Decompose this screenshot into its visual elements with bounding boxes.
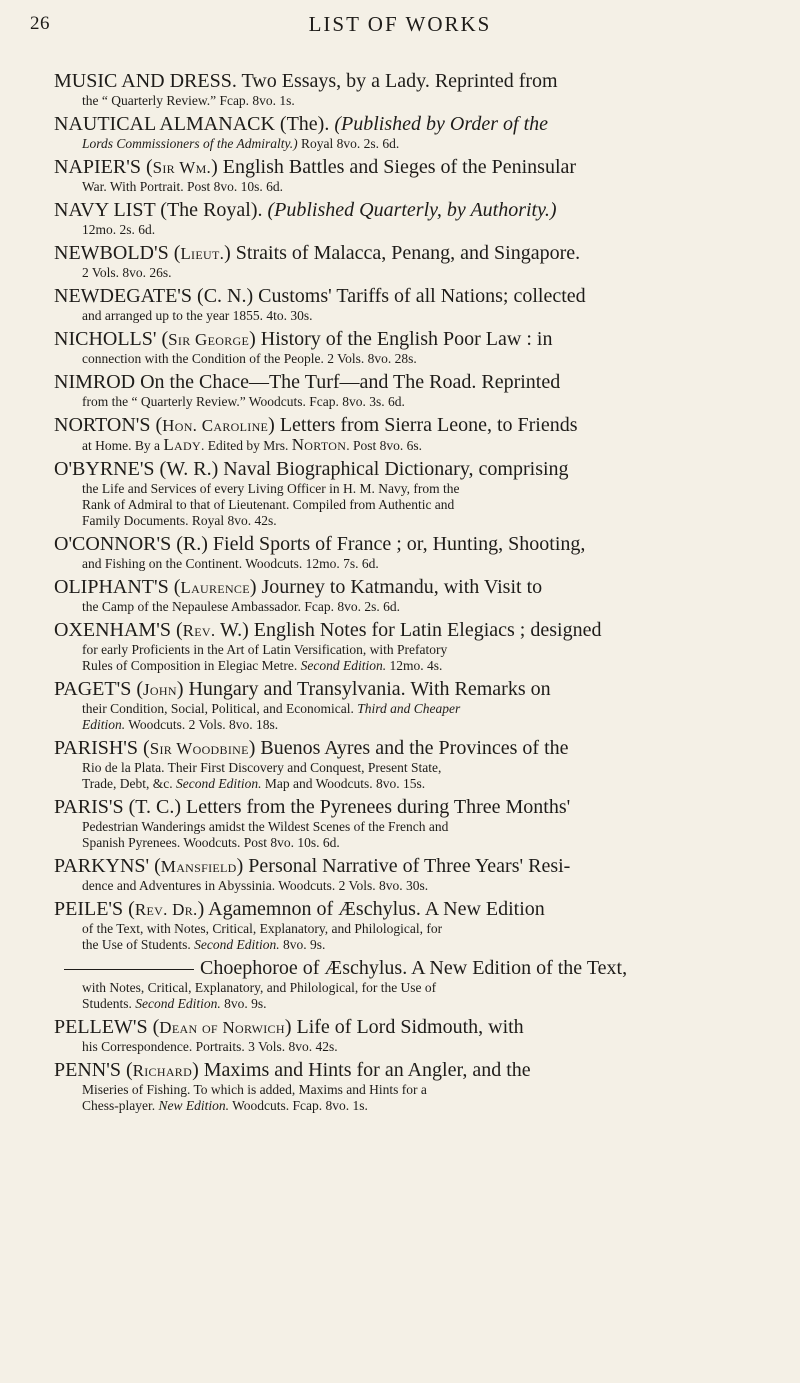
entry-details-text: Spanish Pyrenees. Woodcuts. Post 8vo. 10s. 6d. — [82, 835, 340, 850]
entry-title — [54, 898, 784, 921]
entry-details-text: Second Edition. — [194, 937, 280, 952]
entry-details-text: Map and Woodcuts. 8vo. 15s. — [261, 776, 426, 791]
entry-title — [54, 199, 784, 222]
entry-details-text: New Edition. — [158, 1098, 229, 1113]
entry-details — [54, 760, 784, 792]
entry-details-text: Family Documents. Royal 8vo. 42s. — [82, 513, 277, 528]
entry-details-text: Woodcuts. Fcap. 8vo. 1s. — [229, 1098, 368, 1113]
entry-title-text: PEILE'S ( — [54, 898, 135, 920]
catalog-entry — [54, 678, 784, 733]
entry-details — [54, 222, 784, 238]
entry-title-text: Sir George — [168, 330, 250, 349]
entry-details — [54, 1039, 784, 1055]
entry-details-text: Students. — [82, 996, 136, 1011]
entry-title — [54, 678, 784, 701]
entry-title-text: PENN'S ( — [54, 1059, 133, 1081]
entry-title-text: Hon. Caroline — [162, 416, 269, 435]
catalog-entry — [54, 242, 784, 281]
entry-title — [54, 737, 784, 760]
entry-details-text: Trade, Debt, &c. — [82, 776, 176, 791]
entry-details — [54, 701, 784, 733]
entry-details — [54, 1082, 784, 1114]
entry-details-text: and Fishing on the Continent. Woodcuts. 12mo. 7s. 6d. — [82, 556, 379, 571]
page-number: 26 — [30, 13, 50, 34]
entry-title-text: PARISH'S ( — [54, 737, 150, 759]
entry-details — [54, 980, 784, 1012]
entry-title-text: NIMROD On the Chace—The Turf—and The Road. Reprinted — [54, 371, 561, 393]
entry-title-text: NEWDEGATE'S (C. N.) Customs' Tariffs of all Nations; collected — [54, 285, 586, 307]
entry-details — [54, 351, 784, 367]
entry-title — [54, 1016, 784, 1039]
entry-title-text: Rev. Dr. — [134, 900, 198, 919]
entry-title-text: ) Maxims and Hints for an Angler, and the — [192, 1059, 531, 1081]
entry-title-text: (Published by Order of the — [334, 113, 549, 135]
entry-title-text: O'BYRNE'S (W. R.) Naval Biographical Dictionary, comprising — [54, 458, 569, 480]
entry-title-text: NORTON'S ( — [54, 414, 163, 436]
entry-title-text: PARIS'S (T. C.) Letters from the Pyrenees during Three Months' — [54, 796, 571, 818]
entry-details — [54, 394, 784, 410]
entry-details-text: Second Edition. — [176, 776, 262, 791]
entry-title-text: PARKYNS' ( — [54, 855, 161, 877]
entry-title — [54, 371, 784, 394]
entry-details-text: Chess-player. — [82, 1098, 159, 1113]
entry-title-text: Laurence — [180, 578, 250, 597]
entry-details-text: 8vo. 9s. — [220, 996, 267, 1011]
entry-details-text: Rio de la Plata. Their First Discovery and Conquest, Present State, — [82, 760, 442, 775]
entry-details-text: Second Edition. — [300, 658, 387, 673]
entry-title-text: PAGET'S ( — [54, 678, 143, 700]
entry-title-text: ) Hungary and Transylvania. With Remarks on — [176, 678, 551, 700]
entry-details-text: his Correspondence. Portraits. 3 Vols. 8vo. 42s. — [82, 1039, 338, 1054]
entry-details — [54, 265, 784, 281]
entry-details-text: dence and Adventures in Abyssinia. Woodcuts. 2 Vols. 8vo. 30s. — [82, 878, 429, 893]
entry-details-text: 12mo. 4s. — [386, 658, 443, 673]
catalog-entry — [54, 113, 784, 152]
entry-details — [54, 921, 784, 953]
entry-details — [54, 481, 784, 529]
catalog-entry — [54, 796, 784, 851]
entry-title — [54, 957, 784, 980]
running-head: LIST OF WORKS — [308, 12, 492, 36]
entry-title-text: O'CONNOR'S (R.) Field Sports of France ; or, Hunting, Shooting, — [54, 533, 586, 555]
catalog-entry — [54, 156, 784, 195]
catalog-entry — [54, 898, 784, 953]
catalog-entry — [54, 70, 784, 109]
entry-title-text: Sir Woodbine — [149, 739, 249, 758]
entry-title — [54, 328, 784, 351]
entry-details-text: Royal 8vo. 2s. 6d. — [297, 136, 400, 151]
entry-title — [54, 855, 784, 878]
entry-title — [54, 414, 784, 437]
catalog-entry — [54, 414, 784, 454]
entry-details-text: Rules of Composition in Elegiac Metre. — [82, 658, 301, 673]
catalog-entry — [54, 576, 784, 615]
entry-details-text: War. With Portrait. Post 8vo. 10s. 6d. — [82, 179, 283, 194]
entry-details-text: from the “ Quarterly Review.” Woodcuts. Fcap. 8vo. 3s. 6d. — [82, 394, 405, 409]
entry-title-text: Rev. — [182, 621, 216, 640]
entry-details-text: for early Proficients in the Art of Latin Versification, with Prefatory — [82, 642, 448, 657]
catalog-entry — [54, 371, 784, 410]
entry-title-text: MUSIC AND DRESS. Two Essays, by a Lady. Reprinted from — [54, 70, 558, 92]
entry-title-text: Lieut. — [180, 244, 225, 263]
entry-title-text: OLIPHANT'S ( — [54, 576, 181, 598]
entry-details-text: Rank of Admiral to that of Lieutenant. Compiled from Authentic and — [82, 497, 455, 512]
entry-details-text: . Post 8vo. 6s. — [346, 438, 422, 453]
entry-title — [54, 458, 784, 481]
entry-title-text: ) English Battles and Sieges of the Peninsular — [211, 156, 577, 178]
entry-details-text: of the Text, with Notes, Critical, Explanatory, and Philological, for — [82, 921, 443, 936]
entry-details-text: 2 Vols. 8vo. 26s. — [82, 265, 172, 280]
entry-details-text: the Life and Services of every Living Officer in H. M. Navy, from the — [82, 481, 460, 496]
catalog-entry — [54, 533, 784, 572]
entry-title-text: Sir Wm. — [152, 158, 212, 177]
entry-title — [54, 70, 784, 93]
entry-details-text: 12mo. 2s. 6d. — [82, 222, 156, 237]
catalog-entry — [54, 199, 784, 238]
entry-details-text: Second Edition. — [135, 996, 221, 1011]
entry-details-text: 8vo. 9s. — [279, 937, 326, 952]
entry-details-text: Pedestrian Wanderings amidst the Wildest Scenes of the French and — [82, 819, 449, 834]
catalog-entry — [54, 285, 784, 324]
entry-details — [54, 878, 784, 894]
entry-title-text: ) Agamemnon of Æschylus. A New Edition — [197, 898, 545, 920]
entry-title-text: Choephoroe of Æschylus. A New Edition of the Text, — [200, 957, 628, 979]
catalog-entry — [54, 1059, 784, 1114]
entry-title-text: W.) English Notes for Latin Elegiacs ; designed — [215, 619, 602, 641]
entry-title-text: Richard — [132, 1061, 193, 1080]
entry-title-text: NEWBOLD'S ( — [54, 242, 181, 264]
entry-details-text: at Home. By a — [82, 438, 164, 453]
entry-details — [54, 308, 784, 324]
entry-details-text: the Camp of the Nepaulese Ambassador. Fcap. 8vo. 2s. 6d. — [82, 599, 400, 614]
entry-title — [54, 156, 784, 179]
entry-details-text: Lords Commissioners of the Admiralty.) — [82, 136, 298, 151]
entry-title-text: ) Buenos Ayres and the Provinces of the — [248, 737, 569, 759]
catalog-entry — [54, 458, 784, 529]
entry-details-text: Woodcuts. 2 Vols. 8vo. 18s. — [125, 717, 279, 732]
entry-title-text: NICHOLLS' ( — [54, 328, 169, 350]
catalog-entry — [54, 855, 784, 894]
entry-details-text: Lady — [163, 435, 201, 454]
entry-title-text: NAUTICAL ALMANACK (The). — [54, 113, 335, 135]
entry-details-text: . Edited by Mrs. — [200, 438, 292, 453]
catalog-entry — [54, 737, 784, 792]
entry-title — [54, 1059, 784, 1082]
page-header — [0, 10, 800, 50]
entry-title-text: ) Letters from Sierra Leone, to Friends — [268, 414, 578, 436]
entry-details-text: Edition. — [82, 717, 126, 732]
entry-title — [54, 242, 784, 265]
entry-details — [54, 599, 784, 615]
entry-details-text: Third and Cheaper — [357, 701, 461, 716]
entry-details — [54, 437, 784, 454]
entry-details-text: Norton — [291, 435, 347, 454]
entry-details — [54, 136, 784, 152]
entry-title — [54, 796, 784, 819]
entry-details-text: their Condition, Social, Political, and Economical. — [82, 701, 358, 716]
entry-details — [54, 179, 784, 195]
entry-title-text: ) History of the English Poor Law : in — [249, 328, 553, 350]
entry-title-text: ) Life of Lord Sidmouth, with — [284, 1016, 524, 1038]
entry-title-text: OXENHAM'S ( — [54, 619, 183, 641]
entry-title-text: ) Personal Narrative of Three Years' Resi- — [236, 855, 571, 877]
works-list — [54, 70, 784, 1118]
entry-title — [54, 533, 784, 556]
entry-details — [54, 93, 784, 109]
entry-title — [54, 576, 784, 599]
entry-details-text: connection with the Condition of the People. 2 Vols. 8vo. 28s. — [82, 351, 417, 366]
ditto-rule — [64, 969, 194, 970]
entry-title-text: Dean of Norwich — [159, 1018, 285, 1037]
entry-details-text: and arranged up to the year 1855. 4to. 30s. — [82, 308, 313, 323]
entry-title-text: (Published Quarterly, by Authority.) — [267, 199, 557, 221]
entry-details — [54, 819, 784, 851]
entry-details-text: the “ Quarterly Review.” Fcap. 8vo. 1s. — [82, 93, 295, 108]
entry-title — [54, 113, 784, 136]
entry-title-text: NAVY LIST (The Royal). — [54, 199, 268, 221]
entry-title-text: ) Journey to Katmandu, with Visit to — [249, 576, 543, 598]
catalog-entry — [54, 1016, 784, 1055]
entry-details-text: with Notes, Critical, Explanatory, and Philological, for the Use of — [82, 980, 437, 995]
entry-title — [54, 285, 784, 308]
catalog-entry — [54, 619, 784, 674]
entry-title — [54, 619, 784, 642]
entry-details — [54, 556, 784, 572]
catalog-entry — [54, 957, 784, 1012]
entry-details-text: the Use of Students. — [82, 937, 195, 952]
entry-title-text: Mansfield — [160, 857, 237, 876]
entry-title-text: John — [143, 680, 177, 699]
entry-title-text: NAPIER'S ( — [54, 156, 153, 178]
catalog-entry — [54, 328, 784, 367]
entry-title-text: ) Straits of Malacca, Penang, and Singapore. — [224, 242, 581, 264]
entry-details — [54, 642, 784, 674]
entry-title-text: PELLEW'S ( — [54, 1016, 160, 1038]
entry-details-text: Miseries of Fishing. To which is added, Maxims and Hints for a — [82, 1082, 427, 1097]
